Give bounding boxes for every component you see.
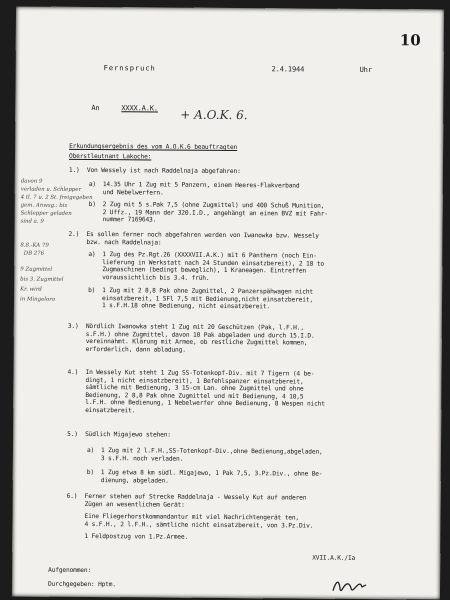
margin-note: verladen u. Schlepper	[20, 186, 82, 193]
section-text: Es sollen ferner noch abgefahren werden von Iwanowka bzw. Wessely bzw. nach Raddelnaja:	[86, 231, 319, 247]
handwritten-signature	[330, 575, 370, 597]
margin-note: bis 3. Zugmittel	[20, 276, 64, 283]
section-text: 1 Zug etwa 8 km südl. Migajewo, 1 Pak 7,5, 3.Pz.Div., ohne Be- dienung, abgeladen.	[100, 469, 323, 485]
aufgenommen-label: Aufgenommen:	[48, 566, 92, 575]
document-title: Fernspruch	[103, 64, 156, 73]
section-text: Nördlich Iwanowka steht 1 Zug mit 20 Geschützen (Pak, l.F.H., s.F.H.) ohne Zugmittel, davon 10 Pak abgeladen und durch 15.I.D. vereinnahmt. Klärung mit Armee, ob restliche Zugmittel kommen, erforderlich, dann abladung.	[85, 323, 315, 354]
section-text: 14.35 Uhr 1 Zug mit 5 Panzern, einem Heeres-Flakverband und Nebelwerfern.	[102, 181, 300, 197]
section-text: 2 Zug mit 5 s.Pak 7,5 (ohne Zugmittel) und 400 Schuß Munition, 2 Uffz., 19 Mann der 320.I.D., angehängt an einen BVZ mit Fahr- nummer 7169643.	[102, 201, 328, 224]
section-number: b)	[88, 201, 96, 209]
margin-note: Schlepper geladen	[20, 210, 72, 217]
section-number: b)	[88, 287, 96, 295]
section-text: 1 Zug des Pz.Rgt.26 (XXXXVII.A.K.) mit 6 Panthern (noch Ein- lieferung in Werkstatt nach 24 Stunden einsatzbereit), 2 18 to Zugmaschinen (bedingt beweglich), 1 Kraneagen. Eintreffen voraussichtlich bis 3.4. früh.	[102, 251, 324, 282]
durchgegeben-label: Durchgegeben: Hptm.	[48, 580, 116, 589]
section-number: a)	[88, 251, 96, 259]
section-number: 3.)	[67, 322, 79, 330]
section-text: 1 Zug mit 2 l.F.H.,SS-Totenkopf-Div.,ohne Bedienung,abgeladen, 3 s.F.H. noch verladen.	[100, 447, 323, 463]
margin-note: in Mingeloro	[19, 296, 56, 303]
section-number: b)	[86, 469, 94, 477]
section-text: 1 Zug mit 2 8,8 Pak ohne Zugmittel, 2 Panzerspähwagen nicht einsatzbereit, 1 SFl 7,5 mit Bedienung,nicht einsatzbereit, 1 s.F.H.18 ohne Bedienung, nicht einsatzbereit.	[101, 287, 314, 311]
margin-note: davon 9	[20, 178, 43, 185]
section-number: 6.)	[66, 492, 78, 500]
section-text: Von Wessely ist nach Raddelnaja abgefahren:	[86, 167, 241, 176]
section-number: 1.)	[68, 166, 80, 174]
document-sheet	[12, 7, 444, 600]
section-text: 1 Feldpostzug von 1.Pz.Armee.	[84, 533, 189, 541]
an-label: An	[91, 104, 100, 113]
margin-note: DB 276	[20, 250, 45, 257]
margin-note: 9 Zugmittel	[20, 266, 53, 273]
section-text: In Wessely Kut steht 1 Zug SS-Totenkopf-Div. mit 7 Tigern (4 be- dingt, 1 nicht einsatzbereit), 1 Befehlspanzer einsatzbereit, sämtliche mit Bedienung, 3 15-cm Lan. ohne Zugmittel und ohne Bedienung, 2 8,8 Pak ohne Zugmittel und mit Bedienung, 4 10,5 l.F.H. ohne Bedienung, 1 Nebelwerfer ohne Bedienung, 8 Wespen nicht einsatzbereit.	[85, 369, 325, 415]
margin-note: 8.8.-KA 79	[20, 242, 49, 249]
margin-note: gem. Anwsg.: bis	[20, 202, 68, 209]
section-number: 4.)	[67, 368, 79, 376]
section-number: 2.)	[68, 230, 80, 238]
section-number: 5.)	[67, 430, 78, 438]
margin-note: Kr. wird	[20, 286, 42, 293]
sender: XVII.A.K./Ia	[312, 554, 356, 562]
section-text: Eine Fliegerhorstkommandantur mit viel Nachrichtengerät ten, 4 s.F.H., 2 l.F.H., sämtliche nicht einsatzbereit, von 3.Pz.Div.	[84, 513, 314, 530]
margin-note: 4 tl. 7 u. 2 St. freigegeben	[20, 194, 93, 202]
section-number: a)	[88, 181, 97, 189]
document-date: 2.4.1944	[271, 65, 305, 74]
page-number: 10	[399, 31, 421, 50]
time-label: Uhr	[359, 65, 372, 74]
subject-line-1: Erkundungsergebnis des vom A.O.K.6 beauftragten	[69, 142, 238, 152]
section-text: Südlich Migajewo stehen:	[85, 431, 171, 439]
section-number: a)	[86, 447, 95, 455]
handwritten-recipient: + A.O.K. 6.	[180, 107, 248, 123]
margin-note: sind a. 9	[20, 218, 44, 225]
section-text: Ferner stehen auf Strecke Raddelnaja - Wessely Kut auf anderen Zügen an wesentlichem Gerät:	[84, 493, 307, 509]
subject-line-2: Oberstleutnant Lakoche:	[68, 152, 152, 161]
recipient: XXXX.A.K.	[121, 104, 158, 113]
